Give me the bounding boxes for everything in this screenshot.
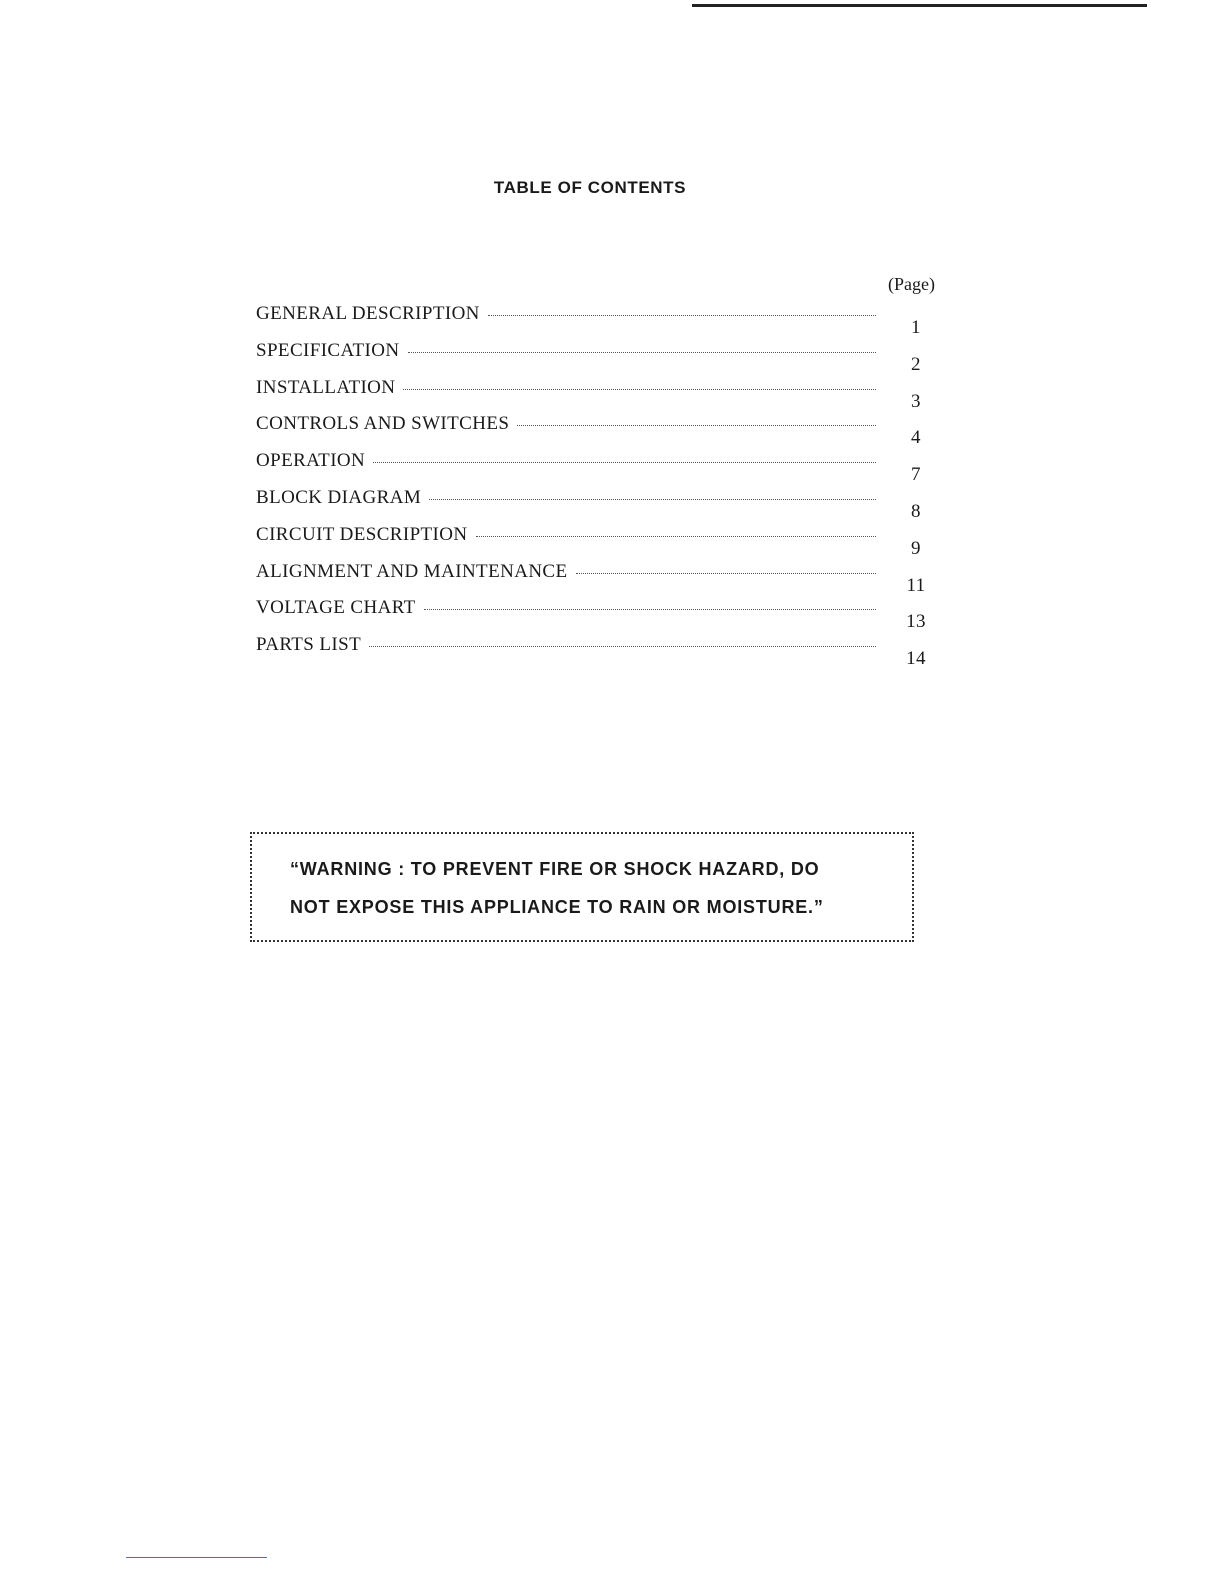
dot-leader [408,352,877,353]
toc-entry-voltage-chart[interactable] [256,597,956,634]
toc-entry-page: 3 [911,390,921,412]
toc-entry-controls-and-switches[interactable] [256,413,956,450]
dot-leader [373,462,876,463]
warning-text-line-2: NOT EXPOSE THIS APPLIANCE TO RAIN OR MOISTURE.” [290,897,824,917]
toc-entry-label: BLOCK DIAGRAM [256,486,422,508]
toc-entry-circuit-description[interactable] [256,524,956,561]
dot-leader [369,646,876,647]
dot-leader [517,425,876,426]
toc-entry-label: CIRCUIT DESCRIPTION [256,523,468,545]
toc-entry-page: 8 [911,500,921,522]
table-of-contents [256,303,956,671]
page-column-label: (Page) [888,274,935,294]
top-rule [692,4,1147,7]
toc-entry-page: 1 [911,317,921,338]
toc-entry-installation[interactable] [256,377,956,414]
toc-entry-label: PARTS LIST [256,634,362,656]
dot-leader [403,389,876,390]
toc-entry-page: 11 [906,574,926,596]
toc-entry-label: SPECIFICATION [256,339,400,361]
toc-entry-page: 2 [911,353,921,375]
toc-entry-general-description[interactable] [256,303,956,340]
toc-entry-label: CONTROLS AND SWITCHES [256,413,510,435]
dot-leader [429,499,876,500]
toc-entry-label: GENERAL DESCRIPTION [256,303,480,324]
dot-leader [488,315,876,316]
toc-entry-alignment-and-maintenance[interactable] [256,561,956,598]
toc-entry-specification[interactable] [256,340,956,377]
toc-entry-operation[interactable] [256,450,956,487]
bottom-rule [126,1557,267,1558]
toc-entry-page: 14 [906,648,926,670]
toc-entry-label: OPERATION [256,450,366,472]
toc-entry-label: INSTALLATION [256,376,396,398]
toc-entry-page: 4 [911,427,921,449]
toc-entry-page: 13 [906,611,926,633]
toc-entry-parts-list[interactable] [256,634,956,671]
dot-leader [576,573,876,574]
toc-entry-page: 9 [911,537,921,559]
toc-entry-label: VOLTAGE CHART [256,597,416,619]
page-title: TABLE OF CONTENTS [493,178,687,197]
dot-leader [424,609,876,610]
warning-text-line-1: “WARNING : TO PREVENT FIRE OR SHOCK HAZARD, DO [290,859,820,879]
toc-entry-block-diagram[interactable] [256,487,956,524]
toc-entry-page: 7 [911,464,921,486]
dot-leader [476,536,876,537]
toc-entry-label: ALIGNMENT AND MAINTENANCE [256,560,568,582]
warning-box [250,832,914,942]
